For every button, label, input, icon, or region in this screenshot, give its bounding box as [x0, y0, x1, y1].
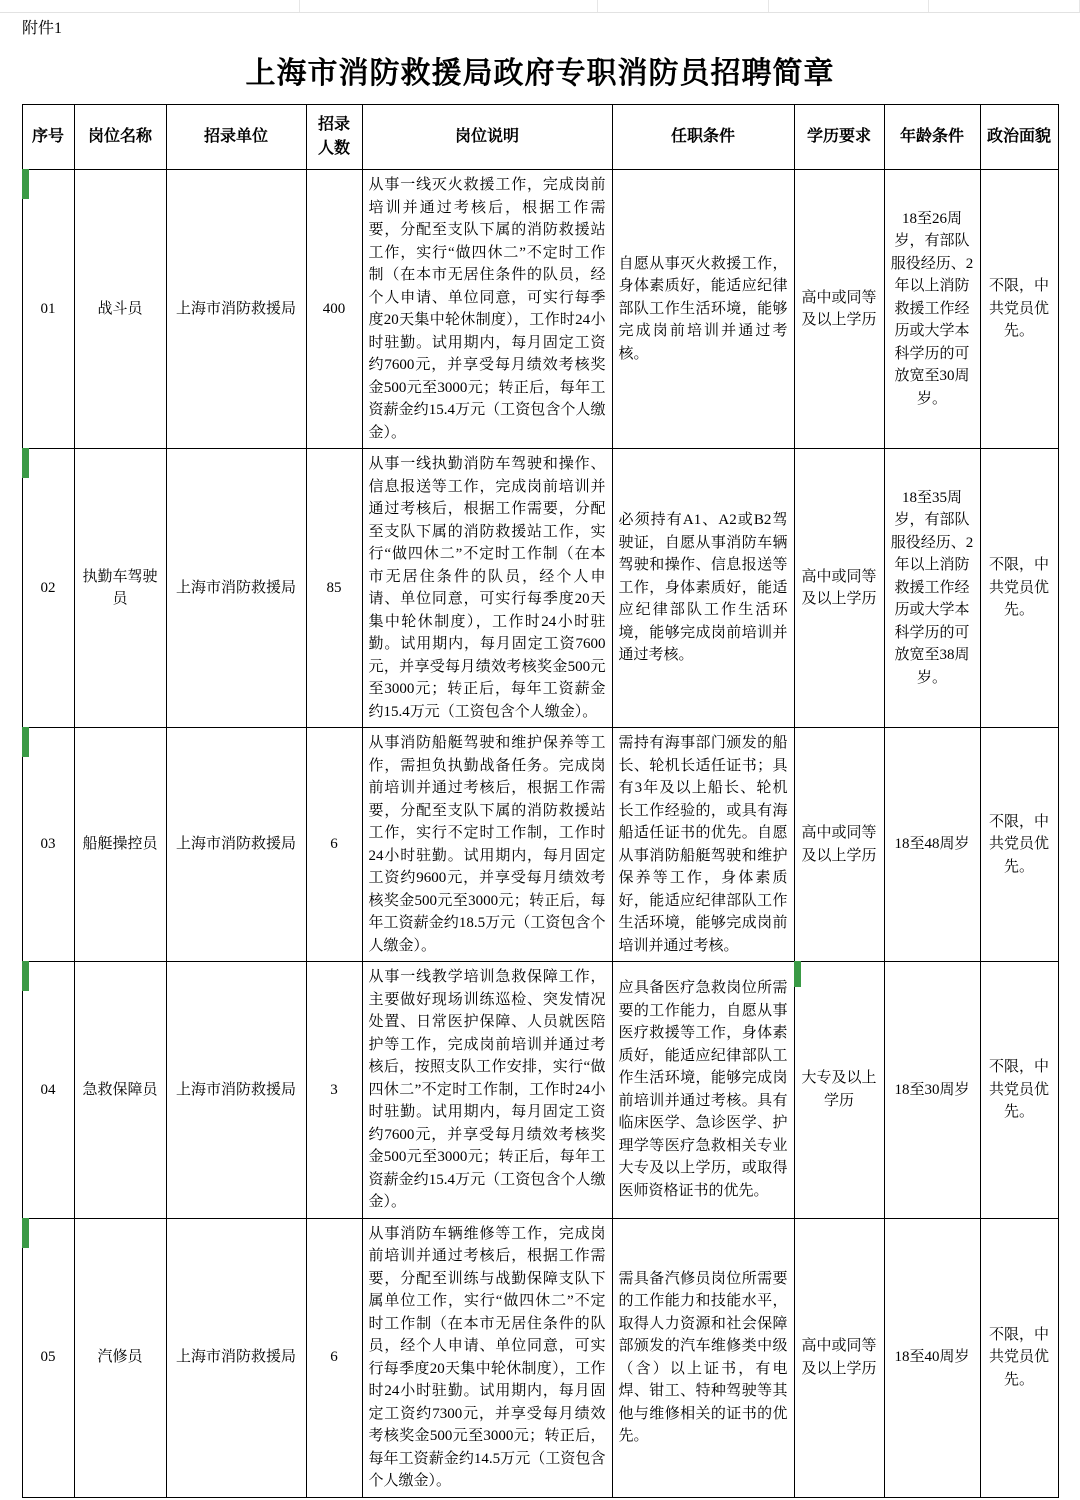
header-description: 岗位说明: [362, 105, 612, 170]
cell-education: 高中或同等及以上学历: [794, 728, 884, 962]
header-politics: 政治面貌: [980, 105, 1058, 170]
scan-artifact-mark: [794, 961, 801, 987]
cell-description: 从事消防船艇驾驶和维护保养等工作，需担负执勤战备任务。完成岗前培训并通过考核后，根据工作需要，分配至支队下属的消防救援站工作，实行不定时工作制，工作时24小时驻勤。试用期内，每月固定工资约9600元，并享受每月绩效考核奖金500元至3000元；转正后，每年工资薪金约18.5万元（工资包含个人缴金）。: [362, 728, 612, 962]
cell-age: 18至30周岁: [884, 962, 980, 1219]
table-row: [22, 170, 1058, 449]
cell-description: 从事一线灭火救援工作，完成岗前培训并通过考核后，根据工作需要，分配至支队下属的消防救援站工作，实行“做四休二”不定时工作制（在本市无居住条件的队员，经个人申请、单位同意，可实行每季度20天集中轮休制度），工作时24小时驻勤。试用期内，每月固定工资约7600元，并享受每月绩效考核奖金500元至3000元；转正后，每年工资薪金约15.4万元（工资包含个人缴金）。: [362, 170, 612, 449]
header-age: 年龄条件: [884, 105, 980, 170]
cell-description: 从事一线教学培训急救保障工作，主要做好现场训练巡检、突发情况处置、日常医护保障、人员就医陪护等工作，完成岗前培训并通过考核后，按照支队工作安排，实行“做四休二”不定时工作制，工作时24小时驻勤。试用期内，每月固定工资约7600元，并享受每月绩效考核奖金500元至3000元；转正后，每年工资薪金约15.4万元（工资包含个人缴金）。: [362, 962, 612, 1219]
cell-count: 6: [306, 1218, 362, 1497]
cell-age: 18至40周岁: [884, 1218, 980, 1497]
top-ruler-strip: [0, 0, 1080, 13]
recruitment-table: [22, 104, 1059, 1498]
table-row: [22, 1218, 1058, 1497]
cell-age: 18至35周岁，有部队服役经历、2年以上消防救援工作经历或大学本科学历的可放宽至38周岁。: [884, 449, 980, 728]
scan-artifact-mark: [22, 169, 29, 199]
cell-count: 3: [306, 962, 362, 1219]
cell-count: 85: [306, 449, 362, 728]
scan-artifact-mark: [22, 727, 29, 757]
cell-education: 大专及以上学历: [794, 962, 884, 1219]
cell-politics: 不限，中共党员优先。: [980, 1218, 1058, 1497]
cell-condition: 应具备医疗急救岗位所需要的工作能力，自愿从事医疗救援等工作，身体素质好，能适应纪律部队工作生活环境，能够完成岗前培训并通过考核。具有临床医学、急诊医学、护理学等医疗急救相关专业大专及以上学历，或取得医师资格证书的优先。: [612, 962, 794, 1219]
cell-education: 高中或同等及以上学历: [794, 449, 884, 728]
table-row: [22, 449, 1058, 728]
cell-seq: 05: [22, 1218, 74, 1497]
cell-condition: 必须持有A1、A2或B2驾驶证，自愿从事消防车辆驾驶和操作、信息报送等工作，身体素质好，能适应纪律部队工作生活环境，能够完成岗前培训并通过考核。: [612, 449, 794, 728]
cell-unit: 上海市消防救援局: [166, 170, 306, 449]
page-title: 上海市消防救援局政府专职消防员招聘简章: [245, 57, 835, 91]
header-seq: 序号: [22, 105, 74, 170]
cell-politics: 不限，中共党员优先。: [980, 170, 1058, 449]
cell-seq: 03: [22, 728, 74, 962]
cell-condition: 需具备汽修员岗位所需要的工作能力和技能水平，取得人力资源和社会保障部颁发的汽车维修类中级（含）以上证书，有电焊、钳工、特种驾驶等其他与维修相关的证书的优先。: [612, 1218, 794, 1497]
cell-count: 6: [306, 728, 362, 962]
cell-politics: 不限，中共党员优先。: [980, 728, 1058, 962]
table-row: [22, 962, 1058, 1219]
cell-age: 18至26周岁，有部队服役经历、2年以上消防救援工作经历或大学本科学历的可放宽至30周岁。: [884, 170, 980, 449]
cell-politics: 不限，中共党员优先。: [980, 449, 1058, 728]
cell-description: 从事消防车辆维修等工作，完成岗前培训并通过考核后，根据工作需要，分配至训练与战勤保障支队下属单位工作，实行“做四休二”不定时工作制（在本市无居住条件的队员，经个人申请、单位同意，可实行每季度20天集中轮休制度），工作时24小时驻勤。试用期内，每月固定工资约7300元，并享受每月绩效考核奖金500元至3000元；转正后，每年工资薪金约14.5万元（工资包含个人缴金）。: [362, 1218, 612, 1497]
table-header-row: [22, 105, 1058, 170]
header-condition: 任职条件: [612, 105, 794, 170]
cell-post: 执勤车驾驶员: [74, 449, 166, 728]
cell-unit: 上海市消防救援局: [166, 962, 306, 1219]
cell-age: 18至48周岁: [884, 728, 980, 962]
cell-unit: 上海市消防救援局: [166, 728, 306, 962]
scan-artifact-mark: [22, 1218, 29, 1248]
cell-post: 急救保障员: [74, 962, 166, 1219]
cell-seq: 02: [22, 449, 74, 728]
cell-seq: 01: [22, 170, 74, 449]
cell-post: 船艇操控员: [74, 728, 166, 962]
attachment-label: 附件1: [22, 20, 63, 37]
header-count: 招录人数: [306, 105, 362, 170]
cell-unit: 上海市消防救援局: [166, 1218, 306, 1497]
cell-education: 高中或同等及以上学历: [794, 1218, 884, 1497]
cell-politics: 不限，中共党员优先。: [980, 962, 1058, 1219]
cell-description: 从事一线执勤消防车驾驶和操作、信息报送等工作，完成岗前培训并通过考核后，根据工作需要，分配至支队下属的消防救援站工作，实行“做四休二”不定时工作制（在本市无居住条件的队员，经个人申请、单位同意，可实行每季度20天集中轮休制度），工作时24小时驻勤。试用期内，每月固定工资7600元，并享受每月绩效考核奖金500元至3000元；转正后，每年工资薪金约15.4万元（工资包含个人缴金）。: [362, 449, 612, 728]
cell-post: 汽修员: [74, 1218, 166, 1497]
scan-artifact-mark: [22, 448, 29, 478]
table-row: [22, 728, 1058, 962]
header-post: 岗位名称: [74, 105, 166, 170]
cell-post: 战斗员: [74, 170, 166, 449]
cell-seq: 04: [22, 962, 74, 1219]
cell-education: 高中或同等及以上学历: [794, 170, 884, 449]
cell-unit: 上海市消防救援局: [166, 449, 306, 728]
cell-condition: 自愿从事灭火救援工作，身体素质好，能适应纪律部队工作生活环境，能够完成岗前培训并通过考核。: [612, 170, 794, 449]
cell-condition: 需持有海事部门颁发的船长、轮机长适任证书；具有3年及以上船长、轮机长工作经验的，或具有海船适任证书的优先。自愿从事消防船艇驾驶和维护保养等工作，身体素质好，能适应纪律部队工作生活环境，能够完成岗前培训并通过考核。: [612, 728, 794, 962]
header-education: 学历要求: [794, 105, 884, 170]
scan-artifact-mark: [22, 961, 29, 991]
cell-count: 400: [306, 170, 362, 449]
header-unit: 招录单位: [166, 105, 306, 170]
